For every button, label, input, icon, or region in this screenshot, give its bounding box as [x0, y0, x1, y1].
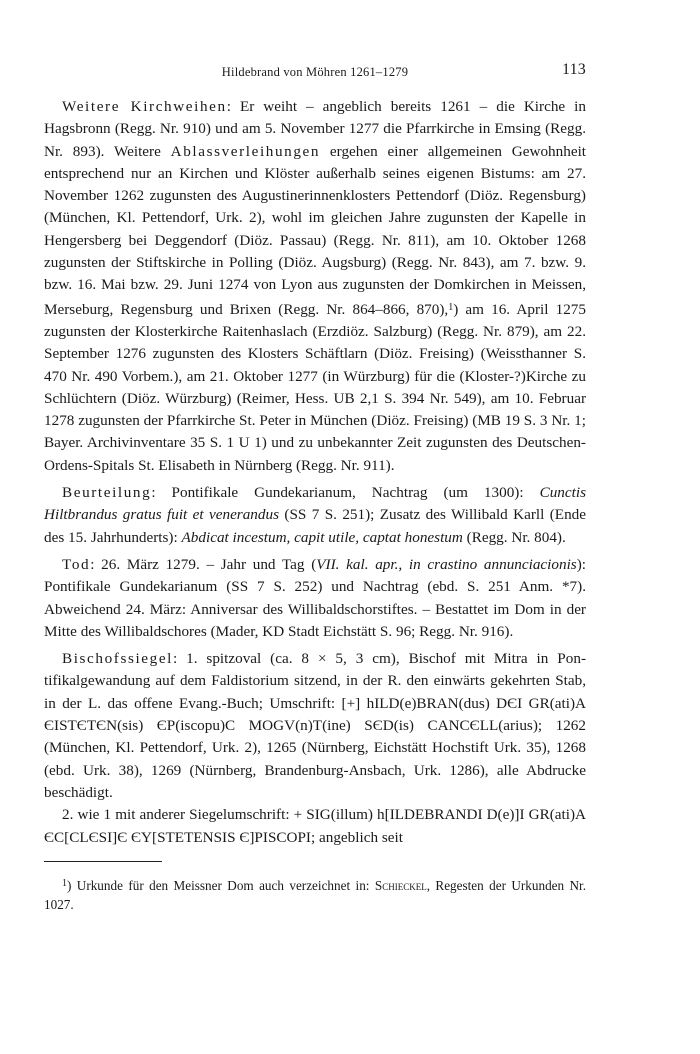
text-run: : Er weiht – angeblich bereits 1261 – die Kirche in Hagsbronn (Regg. Nr. 910) und am 5. November 1277 die Pfarrkirche in Emsing (Regg. Nr. 893). Weitere: [44, 98, 586, 160]
author-name: Schieckel: [374, 877, 427, 893]
body-text: [44, 96, 586, 849]
paragraph-beurteilung: [44, 482, 586, 549]
running-title: Hildebrand von Möhren 1261–1279: [221, 65, 409, 79]
keyword-bischofssiegel: Bischofssiegel: [62, 650, 173, 668]
keyword-ablassverleihungen: Ablassverleihungen: [170, 142, 321, 160]
text-run: ) am 16. April 1275 zugunsten der Klosterkirche Raitenhaslach (Erzdiöz. Salzburg) (Regg. Nr. 879), am 22. September 1276 zugunsten des Klosters Schäftlarn (Diöz. Freising) (Weissthanner S. 470 Nr. 490 Vorbem.), am 21. Oktober 1277 (in Würzburg) für die (Kloster-?)Kirche zu Schlüchtern (Diöz. Würzburg) (Reimer, Hess. UB 2,1 S. 394 Nr. 549), am 10. Februar 1278 zugunsten der Pfarrkirche St. Peter in München (Diöz. Freising) (MB 19 S. 3 Nr. 1; Bayer. Archivinventare 35 S. 1 U 1) und zu unbekannter Zeit zugunsten des Deutschen-Ordens-Spitals St. Elisabeth in Nürnberg (Regg. Nr. 911).: [44, 300, 586, 474]
text-run: : Pontifikale Gundekarianum, Nachtrag (um 1300):: [151, 484, 540, 502]
book-page: [44, 62, 586, 914]
footnote-mark: 1: [62, 877, 67, 889]
paragraph-siegel-2: 2. wie 1 mit anderer Siegelumschrift: + SIG(illum) h[ILDEBRANDI D(e)]I GR(ati)A ЄC[CLЄSI]Є ЄY[STETENSIS Є]PISCOPI; angeblich seit: [44, 806, 586, 846]
latin-date: VII. kal. apr., in crastino annunciacionis: [316, 555, 577, 573]
keyword-kirchweihen: Weitere Kirchweihen: [62, 98, 227, 115]
text-run: ): Pontifikale Gundekarianum (SS 7 S. 252) und Nachtrag (ebd. S. 251 Anm. *7). Abweichend 24. März: Anniversar des Willibaldschorstiftes. – Bestattet im Dom in der Mitte des Willibaldschores (Mader, KD Stadt Eichstätt S. 96; Regg. Nr. 916).: [44, 555, 586, 640]
keyword-tod: Tod: [62, 555, 91, 573]
keyword-beurteilung: Beurteilung: [62, 484, 152, 502]
footnote: [44, 874, 586, 914]
paragraph-bischofssiegel: [44, 648, 586, 804]
latin-quote: Abdicat incestum, capit utile, captat honestum: [181, 528, 463, 546]
paragraph-kirchweihen: [44, 96, 586, 477]
text-run: ) Urkunde für den Meissner Dom auch verzeichnet in:: [67, 877, 375, 893]
page-header: [44, 62, 586, 84]
paragraph-tod: [44, 554, 586, 643]
text-run: (Regg. Nr. 804).: [462, 528, 566, 546]
text-run: : 1. spitzoval (ca. 8 × 5, 3 cm), Bischof mit Mitra in Pontifikalgewandung auf dem Faldistorium sitzend, in der R. den einwärts gekehrten Stab, in der L. das offene Evang.-Buch; Umschrift: [+] hILD(e)BRAN(dus) DЄI GR(ati)A ЄISTЄTЄN(sis) ЄP(iscopu)C MOGV(n)T(ine) SЄD(is) CANCЄLL(arius); 1262 (München, Kl. Pettendorf, Urk. 2), 1265 (Nürnberg, Eichstätt Hochstift Urk. 35), 1268 (ebd. Urk. 38), 1269 (Nürnberg, Brandenburg-Ansbach, Urk. 1286), alle Abdrucke beschädigt.: [44, 650, 586, 801]
text-run: ergehen einer allgemeinen Gewohnheit entsprechend nur an Kirchen und Klöster außerhalb seines eigenen Bistums: am 27. November 1262 zugunsten des Augustinerinnenklosters Pettendorf (Diöz. Regensburg) (München, Kl. Pettendorf, Urk. 2), wohl im gleichen Jahre zugunsten der Kapelle in Hengersberg bei Deggendorf (Diöz. Passau) (Regg. Nr. 811), am 10. Oktober 1268 zugunsten der Stiftskirche in Polling (Diöz. Augsburg) (Regg. Nr. 843), am 7. bzw. 9. bzw. 16. Mai bzw. 29. Juni 1274 von Lyon aus zugunsten der Domkirchen in Meissen, Merseburg, Regensburg und Brixen (Regg. Nr. 864–866, 870),: [44, 142, 587, 318]
page-number: 113: [561, 61, 586, 78]
footnote-reference[interactable]: 1: [448, 301, 454, 313]
footnote-divider: [44, 861, 162, 862]
text-run: , Regesten der Urkunden Nr. 1027.: [44, 877, 586, 912]
text-run: (SS 7 S. 251); Zusatz des Willibald Karll (Ende des 15. Jahrhunderts):: [44, 506, 586, 546]
text-run: : 26. März 1279. – Jahr und Tag (: [90, 555, 317, 573]
latin-quote: Cunctis Hiltbrandus gratus fuit et venerandus: [44, 484, 586, 524]
